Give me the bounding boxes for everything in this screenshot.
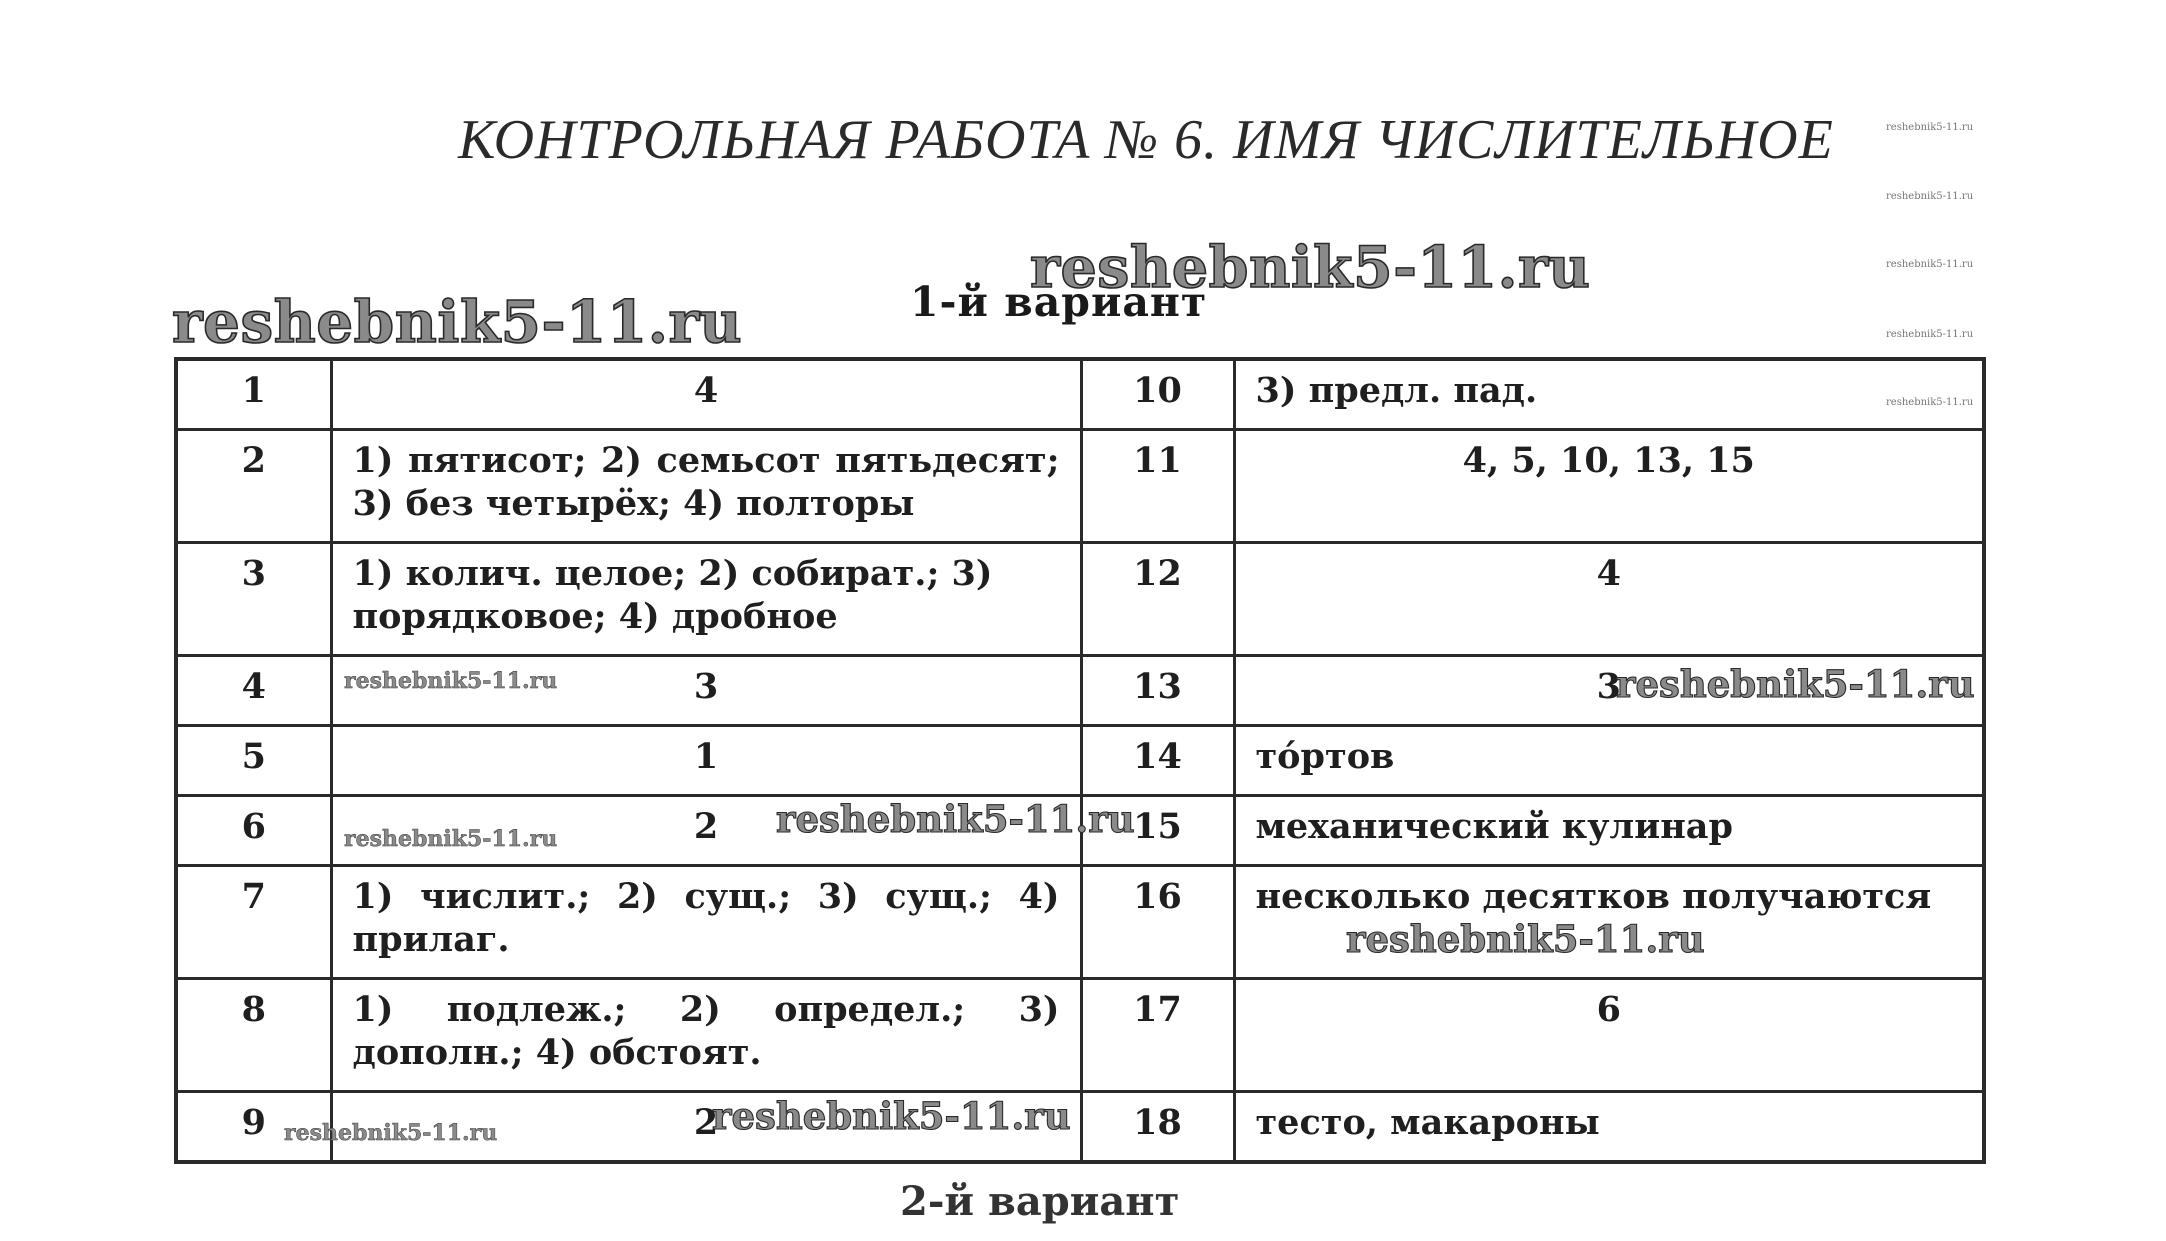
watermark-medium-row6 xyxy=(776,790,1156,846)
table-row xyxy=(176,979,1984,1092)
question-number: 16 xyxy=(1081,866,1234,979)
watermark-tiny-1 xyxy=(1886,118,1986,136)
answer-cell: 6 xyxy=(1234,979,1984,1092)
question-number: 8 xyxy=(176,979,331,1092)
answer-cell: тóртов xyxy=(1234,726,1984,796)
watermark-large-left xyxy=(172,280,743,360)
question-number: 9 xyxy=(176,1092,331,1163)
question-number: 3 xyxy=(176,543,331,656)
question-number: 12 xyxy=(1081,543,1234,656)
page-title: КОНТРОЛЬНАЯ РАБОТА № 6. ИМЯ ЧИСЛИТЕЛЬНОЕ xyxy=(458,109,1834,171)
next-variant-heading-cut xyxy=(900,1178,1240,1225)
svg-text:reshebnik5-11.ru: reshebnik5-11.ru xyxy=(1886,397,1974,408)
question-number: 7 xyxy=(176,866,331,979)
svg-text:reshebnik5-11.ru: reshebnik5-11.ru xyxy=(1886,191,1974,202)
svg-text:reshebnik5-11.ru: reshebnik5-11.ru xyxy=(284,1120,498,1146)
answer-cell: 1 xyxy=(331,726,1081,796)
question-number: 1 xyxy=(176,359,331,430)
svg-text:reshebnik5-11.ru: reshebnik5-11.ru xyxy=(1346,917,1705,961)
watermark-tiny-4 xyxy=(1886,325,1986,343)
answer-cell: тесто, макароны xyxy=(1234,1092,1984,1163)
answer-cell: 3 xyxy=(331,656,1081,726)
answer-cell: 1) подлеж.; 2) определ.; 3) дополн.; 4) обстоят. xyxy=(331,979,1081,1092)
question-number: 13 xyxy=(1081,656,1234,726)
question-number: 6 xyxy=(176,796,331,866)
svg-text:reshebnik5-11.ru: reshebnik5-11.ru xyxy=(344,668,558,694)
answer-cell: механический кулинар xyxy=(1234,796,1984,866)
watermark-medium-row13 xyxy=(1616,655,1996,711)
svg-text:reshebnik5-11.ru: reshebnik5-11.ru xyxy=(1886,329,1974,340)
watermark-tiny-5 xyxy=(1886,393,1986,411)
answer-cell: 2 xyxy=(331,1092,1081,1163)
svg-text:reshebnik5-11.ru: reshebnik5-11.ru xyxy=(776,797,1135,841)
svg-text:reshebnik5-11.ru: reshebnik5-11.ru xyxy=(1886,122,1974,133)
watermark-tiny-3 xyxy=(1886,255,1986,273)
answer-cell: 4 xyxy=(1234,543,1984,656)
svg-text:reshebnik5-11.ru: reshebnik5-11.ru xyxy=(1030,234,1591,301)
svg-text:reshebnik5-11.ru: reshebnik5-11.ru xyxy=(172,288,743,356)
question-number: 10 xyxy=(1081,359,1234,430)
svg-text:reshebnik5-11.ru: reshebnik5-11.ru xyxy=(1886,259,1974,270)
question-number: 4 xyxy=(176,656,331,726)
answers-table xyxy=(174,357,1986,1164)
question-number: 2 xyxy=(176,430,331,543)
watermark-medium-row16 xyxy=(1346,910,1726,966)
table-row xyxy=(176,359,1984,430)
watermark-small-row6 xyxy=(344,822,584,856)
table-row xyxy=(176,430,1984,543)
question-number: 14 xyxy=(1081,726,1234,796)
next-variant-heading: 2-й вариант xyxy=(900,1178,1180,1225)
watermark-small-row9 xyxy=(284,1116,524,1150)
svg-text:reshebnik5-11.ru: reshebnik5-11.ru xyxy=(1616,662,1975,706)
answer-cell: 4 xyxy=(331,359,1081,430)
question-number: 18 xyxy=(1081,1092,1234,1163)
watermark-small-row4 xyxy=(344,664,584,698)
watermark-large-top xyxy=(1030,225,1591,305)
svg-text:reshebnik5-11.ru: reshebnik5-11.ru xyxy=(712,1094,1071,1138)
answer-cell: 1) числит.; 2) сущ.; 3) сущ.; 4) прилаг. xyxy=(331,866,1081,979)
answer-cell: несколько десятков получаются xyxy=(1234,866,1984,979)
answer-cell: 2 xyxy=(331,796,1081,866)
question-number: 5 xyxy=(176,726,331,796)
question-number: 17 xyxy=(1081,979,1234,1092)
variant-heading: 1-й вариант xyxy=(910,278,1208,326)
answer-cell: 4, 5, 10, 13, 15 xyxy=(1234,430,1984,543)
watermark-medium-row9 xyxy=(712,1087,1092,1143)
question-number: 11 xyxy=(1081,430,1234,543)
answer-cell: 1) колич. целое; 2) собират.; 3) порядковое; 4) дробное xyxy=(331,543,1081,656)
answer-cell: 1) пятисот; 2) семьсот пятьдесят; 3) без четырёх; 4) полторы xyxy=(331,430,1081,543)
answer-cell: 3) предл. пад. xyxy=(1234,359,1984,430)
watermark-tiny-2 xyxy=(1886,187,1986,205)
svg-text:reshebnik5-11.ru: reshebnik5-11.ru xyxy=(344,826,558,852)
answer-cell: 3 xyxy=(1234,656,1984,726)
table-row xyxy=(176,543,1984,656)
table-row xyxy=(176,726,1984,796)
question-number: 15 xyxy=(1081,796,1234,866)
